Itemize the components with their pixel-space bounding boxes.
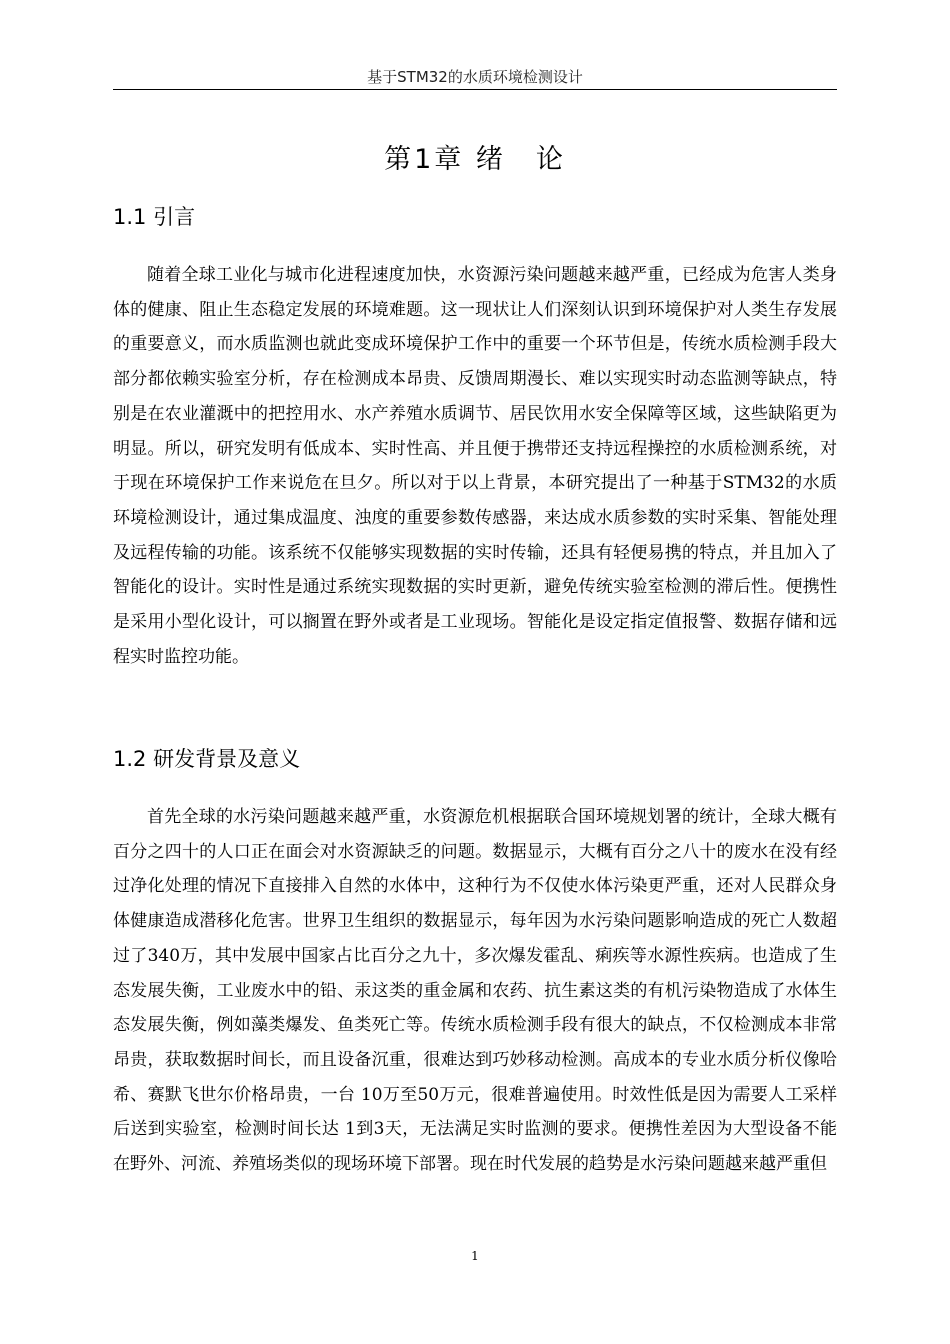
page-number: 1 <box>471 1249 479 1263</box>
section-heading-intro: 1.1 引言 <box>113 205 196 229</box>
header-divider <box>113 89 837 90</box>
section-heading-background: 1.2 研发背景及意义 <box>113 747 301 771</box>
paragraph-intro: 随着全球工业化与城市化进程速度加快，水资源污染问题越来越严重，已经成为危害人类身体的健康、阻止生态稳定发展的环境难题。这一现状让人们深刻认识到环境保护对人类生存发展的重要意义，而水质监测也就此变成环境保护工作中的重要一个环节但是，传统水质检测手段大部分都依赖实验室分析，存在检测成本昂贵、反馈周期漫长、难以实现实时动态监测等缺点，特别是在农业灌溉中的把控用水、水产养殖水质调节、居民饮用水安全保障等区域，这些缺陷更为明显。所以，研究发明有低成本、实时性高、并且便于携带还支持远程操控的水质检测系统，对于现在环境保护工作来说危在旦夕。所以对于以上背景，本研究提出了一种基于STM32的水质环境检测设计，通过集成温度、浊度的重要参数传感器，来达成水质参数的实时采集、智能处理及远程传输的功能。该系统不仅能够实现数据的实时传输，还具有轻便易携的特点，并且加入了智能化的设计。实时性是通过系统实现数据的实时更新，避免传统实验室检测的滞后性。便携性是采用小型化设计，可以搁置在野外或者是工业现场。智能化是设定指定值报警、数据存储和远程实时监控功能。 <box>113 265 837 667</box>
running-header: 基于STM32的水质环境检测设计 <box>367 68 583 86</box>
chapter-title: 第1章 绪 论 <box>384 144 566 175</box>
paragraph-background: 首先全球的水污染问题越来越严重，水资源危机根据联合国环境规划署的统计，全球大概有百分之四十的人口正在面会对水资源缺乏的问题。数据显示，大概有百分之八十的废水在没有经过净化处理的情况下直接排入自然的水体中，这种行为不仅使水体污染更严重，还对人民群众身体健康造成潜移化危害。世界卫生组织的数据显示，每年因为水污染问题影响造成的死亡人数超过了340万，其中发展中国家占比百分之九十，多次爆发霍乱、痢疾等水源性疾病。也造成了生态发展失衡，工业废水中的铅、汞这类的重金属和农药、抗生素这类的有机污染物造成了水体生态发展失衡，例如藻类爆发、鱼类死亡等。传统水质检测手段有很大的缺点，不仅检测成本非常昂贵，获取数据时间长，而且设备沉重，很难达到巧妙移动检测。高成本的专业水质分析仪像哈希、赛默飞世尔价格昂贵，一台 10万至50万元，很难普遍使用。时效性低是因为需要人工采样后送到实验室，检测时间长达 1到3天，无法满足实时监测的要求。便携性差因为大型设备不能在野外、河流、养殖场类似的现场环境下部署。现在时代发展的趋势是水污染问题越来越严重但 <box>113 807 837 1175</box>
